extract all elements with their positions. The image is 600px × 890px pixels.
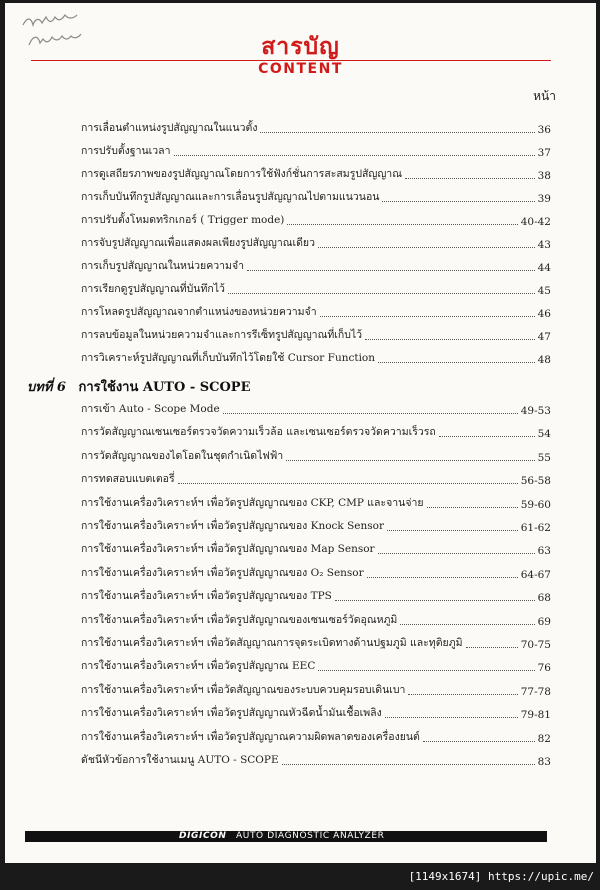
toc-entry-page: 54 — [537, 428, 551, 441]
dot-leader — [378, 552, 535, 554]
toc-entry — [81, 564, 551, 581]
dot-leader — [286, 459, 534, 461]
toc-entry-page: 48 — [537, 354, 551, 366]
toc-entry-title: การใช้งานเครื่องวิเคราะห์ฯ เพื่อวัดรูปสัญญาณของ Knock Sensor — [81, 520, 385, 532]
dot-leader — [387, 529, 518, 531]
toc-entry-title: การดูเสถียรภาพของรูปสัญญาณโดยการใช้ฟังก์ชั่นการสะสมรูปสัญญาณ — [81, 168, 402, 180]
toc-entry-title: การโหลดรูปสัญญาณจากตำแหน่งของหน่วยความจำ — [81, 306, 317, 318]
toc-entry-page: 39 — [537, 193, 551, 205]
toc-entry-page: 46 — [537, 308, 551, 320]
toc-entry-title: การเรียกดูรูปสัญญาณที่บันทึกไว้ — [81, 283, 225, 295]
toc-entry-title: การปรับตั้งโหมดทริกเกอร์ ( Trigger mode) — [81, 214, 285, 226]
toc-entry-page: 83 — [537, 756, 551, 768]
toc-entry-title: การเลื่อนตำแหน่งรูปสัญญาณในแนวตั้ง — [81, 122, 258, 134]
toc-entry — [81, 494, 551, 511]
toc-entry-title: การจับรูปสัญญาณเพื่อแสดงผลเพียงรูปสัญญาณเดียว — [81, 237, 315, 249]
toc-entry-page: 40-42 — [520, 216, 551, 228]
toc-entry-page: 36 — [537, 124, 551, 136]
toc-entry-page: 82 — [537, 732, 551, 745]
toc-entry-title: การวิเคราะห์รูปสัญญาณที่เก็บบันทึกไว้โดยใช้ Cursor Function — [81, 352, 376, 364]
toc-entry — [81, 165, 551, 182]
toc-entry — [81, 728, 551, 745]
toc-entry-title: การใช้งานเครื่องวิเคราะห์ฯ เพื่อวัดรูปสัญญาณของ O₂ Sensor — [81, 566, 364, 579]
toc-entry — [81, 142, 551, 159]
dot-leader — [408, 693, 517, 695]
contents-title-thai: สารบัญ — [261, 34, 340, 60]
dot-leader — [335, 599, 535, 601]
toc-entry-title: การลบข้อมูลในหน่วยความจำและการรีเซ็ทรูปสัญญาณที่เก็บไว้ — [81, 329, 363, 341]
image-watermark — [0, 868, 600, 890]
toc-entry — [81, 611, 551, 628]
toc-entry-title: การใช้งานเครื่องวิเคราะห์ฯ เพื่อวัดรูปสัญญาณหัวฉีดน้ำมันเชื้อเพลิง — [81, 707, 382, 720]
toc-entry — [81, 447, 551, 464]
dot-leader — [427, 506, 518, 508]
page-column-label: หน้า — [533, 89, 556, 103]
dot-leader — [320, 315, 535, 317]
contents-title-english: CONTENT — [258, 61, 343, 77]
dot-leader — [382, 200, 534, 202]
toc-entry-page: 59-60 — [520, 498, 551, 511]
toc-entry-title: การเก็บรูปสัญญาณในหน่วยความจำ — [81, 260, 244, 272]
toc-entry-page: 47 — [537, 331, 551, 343]
toc-entry — [81, 517, 551, 534]
toc-entry-title: การวัดสัญญาณของไดโอดในชุดกำเนิดไฟฟ้า — [81, 449, 284, 462]
toc-entry-title: การปรับตั้งฐานเวลา — [81, 145, 171, 157]
toc-entry — [81, 704, 551, 721]
toc-entry-title: การใช้งานเครื่องวิเคราะห์ฯ เพื่อวัดรูปสัญญาณของเซนเซอร์วัดอุณหภูมิ — [81, 613, 398, 626]
toc-entry — [81, 657, 551, 674]
toc-entry-page: 43 — [537, 239, 551, 251]
toc-entry-title: การใช้งานเครื่องวิเคราะห์ฯ เพื่อวัดรูปสัญญาณความผิดพลาดของเครื่องยนต์ — [81, 730, 420, 743]
toc-entry — [81, 119, 551, 136]
dot-leader — [367, 576, 518, 578]
toc-entry — [81, 400, 551, 417]
dot-leader — [365, 338, 535, 340]
toc-entry-title: การใช้งานเครื่องวิเคราะห์ฯ เพื่อวัดสัญญาณของระบบควบคุมรอบเดินเบา — [81, 683, 406, 696]
dot-leader — [439, 435, 535, 437]
toc-entry — [81, 349, 551, 366]
dot-leader — [178, 482, 518, 484]
toc-entry — [81, 540, 551, 557]
toc-entry-page: 79-81 — [520, 709, 551, 722]
toc-entry-page: 77-78 — [520, 685, 551, 698]
toc-entry-title: ดัชนีหัวข้อการใช้งานเมนู AUTO - SCOPE — [81, 754, 279, 766]
dot-leader — [466, 646, 518, 648]
dot-leader — [223, 412, 518, 414]
dot-leader — [287, 223, 517, 225]
toc-entry — [81, 303, 551, 320]
footer-logo: DIGICON — [179, 831, 227, 841]
toc-entry — [81, 681, 551, 698]
toc-entry-title: การวัดสัญญาณเซนเซอร์ตรวจวัดความเร็วล้อ และเซนเซอร์ตรวจวัดความเร็วรถ — [81, 426, 436, 439]
toc-entry — [81, 634, 551, 651]
toc-entry-page: 69 — [537, 615, 551, 628]
toc-entry-title: การใช้งานเครื่องวิเคราะห์ฯ เพื่อวัดรูปสัญญาณของ TPS — [81, 590, 332, 603]
chapter-heading — [27, 376, 251, 397]
dot-leader — [174, 154, 535, 156]
dot-leader — [385, 716, 518, 718]
toc-entry-title: การเก็บบันทึกรูปสัญญาณและการเลื่อนรูปสัญญาณไปตามแนวนอน — [81, 191, 380, 203]
toc-entry-title: การใช้งานเครื่องวิเคราะห์ฯ เพื่อวัดรูปสัญญาณ EEC — [81, 660, 316, 673]
dot-leader — [378, 361, 535, 363]
toc-entry — [81, 280, 551, 297]
watermark-text: [1149x1674] https://upic.me/ — [408, 870, 594, 883]
toc-entry-title: การใช้งานเครื่องวิเคราะห์ฯ เพื่อวัดรูปสัญญาณของ CKP, CMP และจานจ่าย — [81, 496, 424, 509]
toc-entry-title: การใช้งานเครื่องวิเคราะห์ฯ เพื่อวัดรูปสัญญาณของ Map Sensor — [81, 543, 375, 556]
document-page — [5, 3, 596, 863]
toc-entry-page: 68 — [537, 592, 551, 605]
toc-entry-page: 49-53 — [520, 405, 551, 417]
toc-entry — [81, 257, 551, 274]
toc-entry — [81, 423, 551, 440]
toc-entry — [81, 326, 551, 343]
toc-entry — [81, 234, 551, 251]
toc-entry-page: 70-75 — [520, 639, 551, 651]
toc-entry-page: 64-67 — [520, 568, 551, 581]
toc-entry-title: การใช้งานเครื่องวิเคราะห์ฯ เพื่อวัดสัญญาณการจุดระเบิดทางด้านปฐมภูมิ และทุติยภูมิ — [81, 637, 463, 649]
dot-leader — [247, 269, 535, 271]
toc-entry-page: 56-58 — [520, 475, 551, 488]
dot-leader — [318, 246, 535, 248]
toc-entry-page: 76 — [537, 662, 551, 675]
footer-bar — [25, 831, 547, 842]
toc-entry-page: 38 — [537, 170, 551, 182]
footer-text: AUTO DIAGNOSTIC ANALYZER — [236, 831, 385, 841]
toc-entry-page: 37 — [537, 147, 551, 159]
dot-leader — [318, 669, 534, 671]
toc-entry-page: 63 — [537, 545, 551, 558]
dot-leader — [423, 740, 535, 742]
toc-entry — [81, 211, 551, 228]
chapter-number: บทที่ 6 — [27, 380, 66, 395]
toc-entry — [81, 188, 551, 205]
toc-entry — [81, 751, 551, 768]
dot-leader — [260, 131, 534, 133]
toc-entry-page: 45 — [537, 285, 551, 297]
dot-leader — [228, 292, 535, 294]
toc-entry — [81, 470, 551, 487]
dot-leader — [282, 763, 535, 765]
toc-entry-title: การทดสอบแบตเตอรี่ — [81, 473, 175, 486]
dot-leader — [405, 177, 535, 179]
toc-entry-page: 55 — [537, 451, 551, 464]
toc-entry — [81, 587, 551, 604]
chapter-title: การใช้งาน AUTO - SCOPE — [78, 380, 251, 395]
toc-entry-title: การเข้า Auto - Scope Mode — [81, 403, 220, 415]
dot-leader — [400, 623, 534, 625]
toc-entry-page: 61-62 — [520, 522, 551, 534]
toc-entry-page: 44 — [537, 262, 551, 274]
